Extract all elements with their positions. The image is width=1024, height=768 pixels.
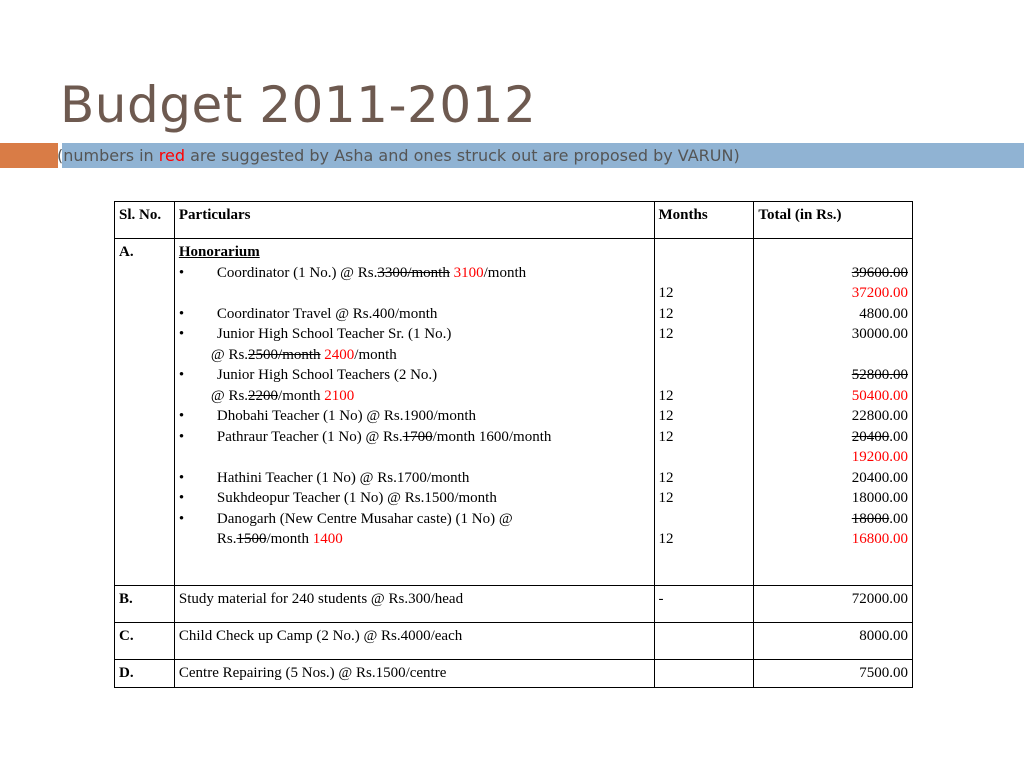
months-cell bbox=[654, 660, 754, 688]
list-item-continuation: Rs.1500/month 1400 bbox=[216, 531, 343, 547]
bullet-icon: • bbox=[178, 469, 185, 486]
sl-cell: B. bbox=[115, 586, 175, 623]
total-value bbox=[758, 345, 908, 366]
spacer-line bbox=[179, 283, 650, 304]
spacer-line bbox=[179, 447, 650, 468]
month-value: 12 bbox=[658, 305, 674, 322]
particulars-cell: Child Check up Camp (2 No.) @ Rs.4000/each bbox=[174, 623, 654, 660]
subtitle-text-post: are suggested by Asha and ones struck out are proposed by VARUN) bbox=[185, 146, 740, 165]
budget-table bbox=[114, 201, 913, 688]
months-cell-honorarium bbox=[654, 239, 754, 586]
subtitle-text-pre: (numbers in bbox=[57, 146, 159, 165]
total-value: 22800.00 bbox=[851, 408, 908, 424]
total-value-struck: 39600.00 bbox=[851, 264, 908, 281]
header-sl-no: Sl. No. bbox=[115, 202, 175, 239]
honorarium-heading: Honorarium bbox=[178, 244, 260, 260]
total-value-suggested: 50400.00 bbox=[851, 387, 908, 404]
month-value: 12 bbox=[658, 408, 674, 424]
total-value-suggested: 19200.00 bbox=[851, 449, 908, 465]
month-value bbox=[659, 447, 750, 468]
month-value bbox=[659, 509, 750, 530]
list-item: • Coordinator Travel @ Rs.400/month bbox=[179, 304, 650, 325]
month-value bbox=[659, 263, 750, 284]
total-value-suggested: 37200.00 bbox=[851, 285, 908, 301]
bullet-icon: • bbox=[178, 305, 185, 322]
total-value-partial-struck: 20400.00 bbox=[851, 428, 908, 445]
slide-title: Budget 2011-2012 bbox=[60, 76, 537, 134]
total-value-suggested: 16800.00 bbox=[851, 531, 908, 547]
bullet-icon: • bbox=[178, 408, 185, 424]
bullet-icon: • bbox=[178, 264, 185, 281]
particulars-cell: Centre Repairing (5 Nos.) @ Rs.1500/centre bbox=[174, 660, 654, 688]
list-item: • Junior High School Teacher Sr. (1 No.) bbox=[179, 324, 650, 345]
header-months: Months bbox=[654, 202, 754, 239]
months-cell bbox=[654, 623, 754, 660]
particulars-cell: Study material for 240 students @ Rs.300/head bbox=[174, 586, 654, 623]
sl-cell: C. bbox=[115, 623, 175, 660]
list-item: • Hathini Teacher (1 No) @ Rs.1700/month bbox=[179, 468, 650, 489]
month-value: 12 bbox=[658, 469, 674, 486]
total-value: 30000.00 bbox=[851, 326, 908, 342]
sl-cell: D. bbox=[115, 660, 175, 688]
table-header-row bbox=[115, 202, 913, 239]
months-cell: - bbox=[654, 586, 754, 623]
total-value: 4800.00 bbox=[859, 305, 908, 322]
bullet-icon: • bbox=[178, 428, 185, 445]
month-value: 12 bbox=[658, 326, 674, 342]
month-value: 12 bbox=[658, 531, 674, 547]
month-value: 12 bbox=[658, 490, 674, 506]
header-particulars: Particulars bbox=[174, 202, 654, 239]
month-value bbox=[659, 345, 750, 366]
totals-cell-honorarium bbox=[754, 239, 913, 586]
list-item: • Sukhdeopur Teacher (1 No) @ Rs.1500/month bbox=[179, 488, 650, 509]
list-item-continuation: @ Rs.2500/month 2400/month bbox=[210, 346, 397, 363]
bullet-icon: • bbox=[178, 510, 185, 527]
table-row-check-up-camp bbox=[115, 623, 913, 660]
total-value-partial-struck: 18000.00 bbox=[851, 510, 908, 527]
list-item: • Coordinator (1 No.) @ Rs.3300/month 3100/month bbox=[179, 263, 650, 284]
list-item: • Danogarh (New Centre Musahar caste) (1 No) @ bbox=[179, 509, 650, 530]
bullet-icon: • bbox=[178, 490, 185, 506]
particulars-cell-honorarium bbox=[174, 239, 654, 586]
total-value bbox=[758, 242, 908, 263]
list-item: • Pathraur Teacher (1 No) @ Rs.1700/month 1600/month bbox=[179, 427, 650, 448]
total-cell: 8000.00 bbox=[754, 623, 913, 660]
total-cell: 7500.00 bbox=[754, 660, 913, 688]
bullet-icon: • bbox=[178, 367, 185, 383]
month-value: 12 bbox=[658, 285, 674, 301]
total-value: 18000.00 bbox=[851, 490, 908, 506]
list-item: • Junior High School Teachers (2 No.) bbox=[179, 365, 650, 386]
month-value bbox=[659, 365, 750, 386]
month-value bbox=[659, 242, 750, 263]
table-row-study-material bbox=[115, 586, 913, 623]
table-row-centre-repairing bbox=[115, 660, 913, 688]
list-item: • Dhobahi Teacher (1 No) @ Rs.1900/month bbox=[179, 406, 650, 427]
bullet-icon: • bbox=[178, 326, 185, 342]
month-value: 12 bbox=[658, 387, 674, 404]
month-value: 12 bbox=[658, 428, 674, 445]
total-value-struck: 52800.00 bbox=[851, 367, 908, 383]
total-cell: 72000.00 bbox=[754, 586, 913, 623]
accent-bar-orange bbox=[0, 143, 58, 168]
total-value: 20400.00 bbox=[851, 469, 908, 486]
sl-cell: A. bbox=[115, 239, 175, 586]
slide-subtitle bbox=[57, 146, 740, 165]
subtitle-red-word: red bbox=[158, 146, 186, 165]
header-total: Total (in Rs.) bbox=[754, 202, 913, 239]
table-row-honorarium bbox=[115, 239, 913, 586]
list-item-continuation: @ Rs.2200/month 2100 bbox=[210, 387, 355, 404]
